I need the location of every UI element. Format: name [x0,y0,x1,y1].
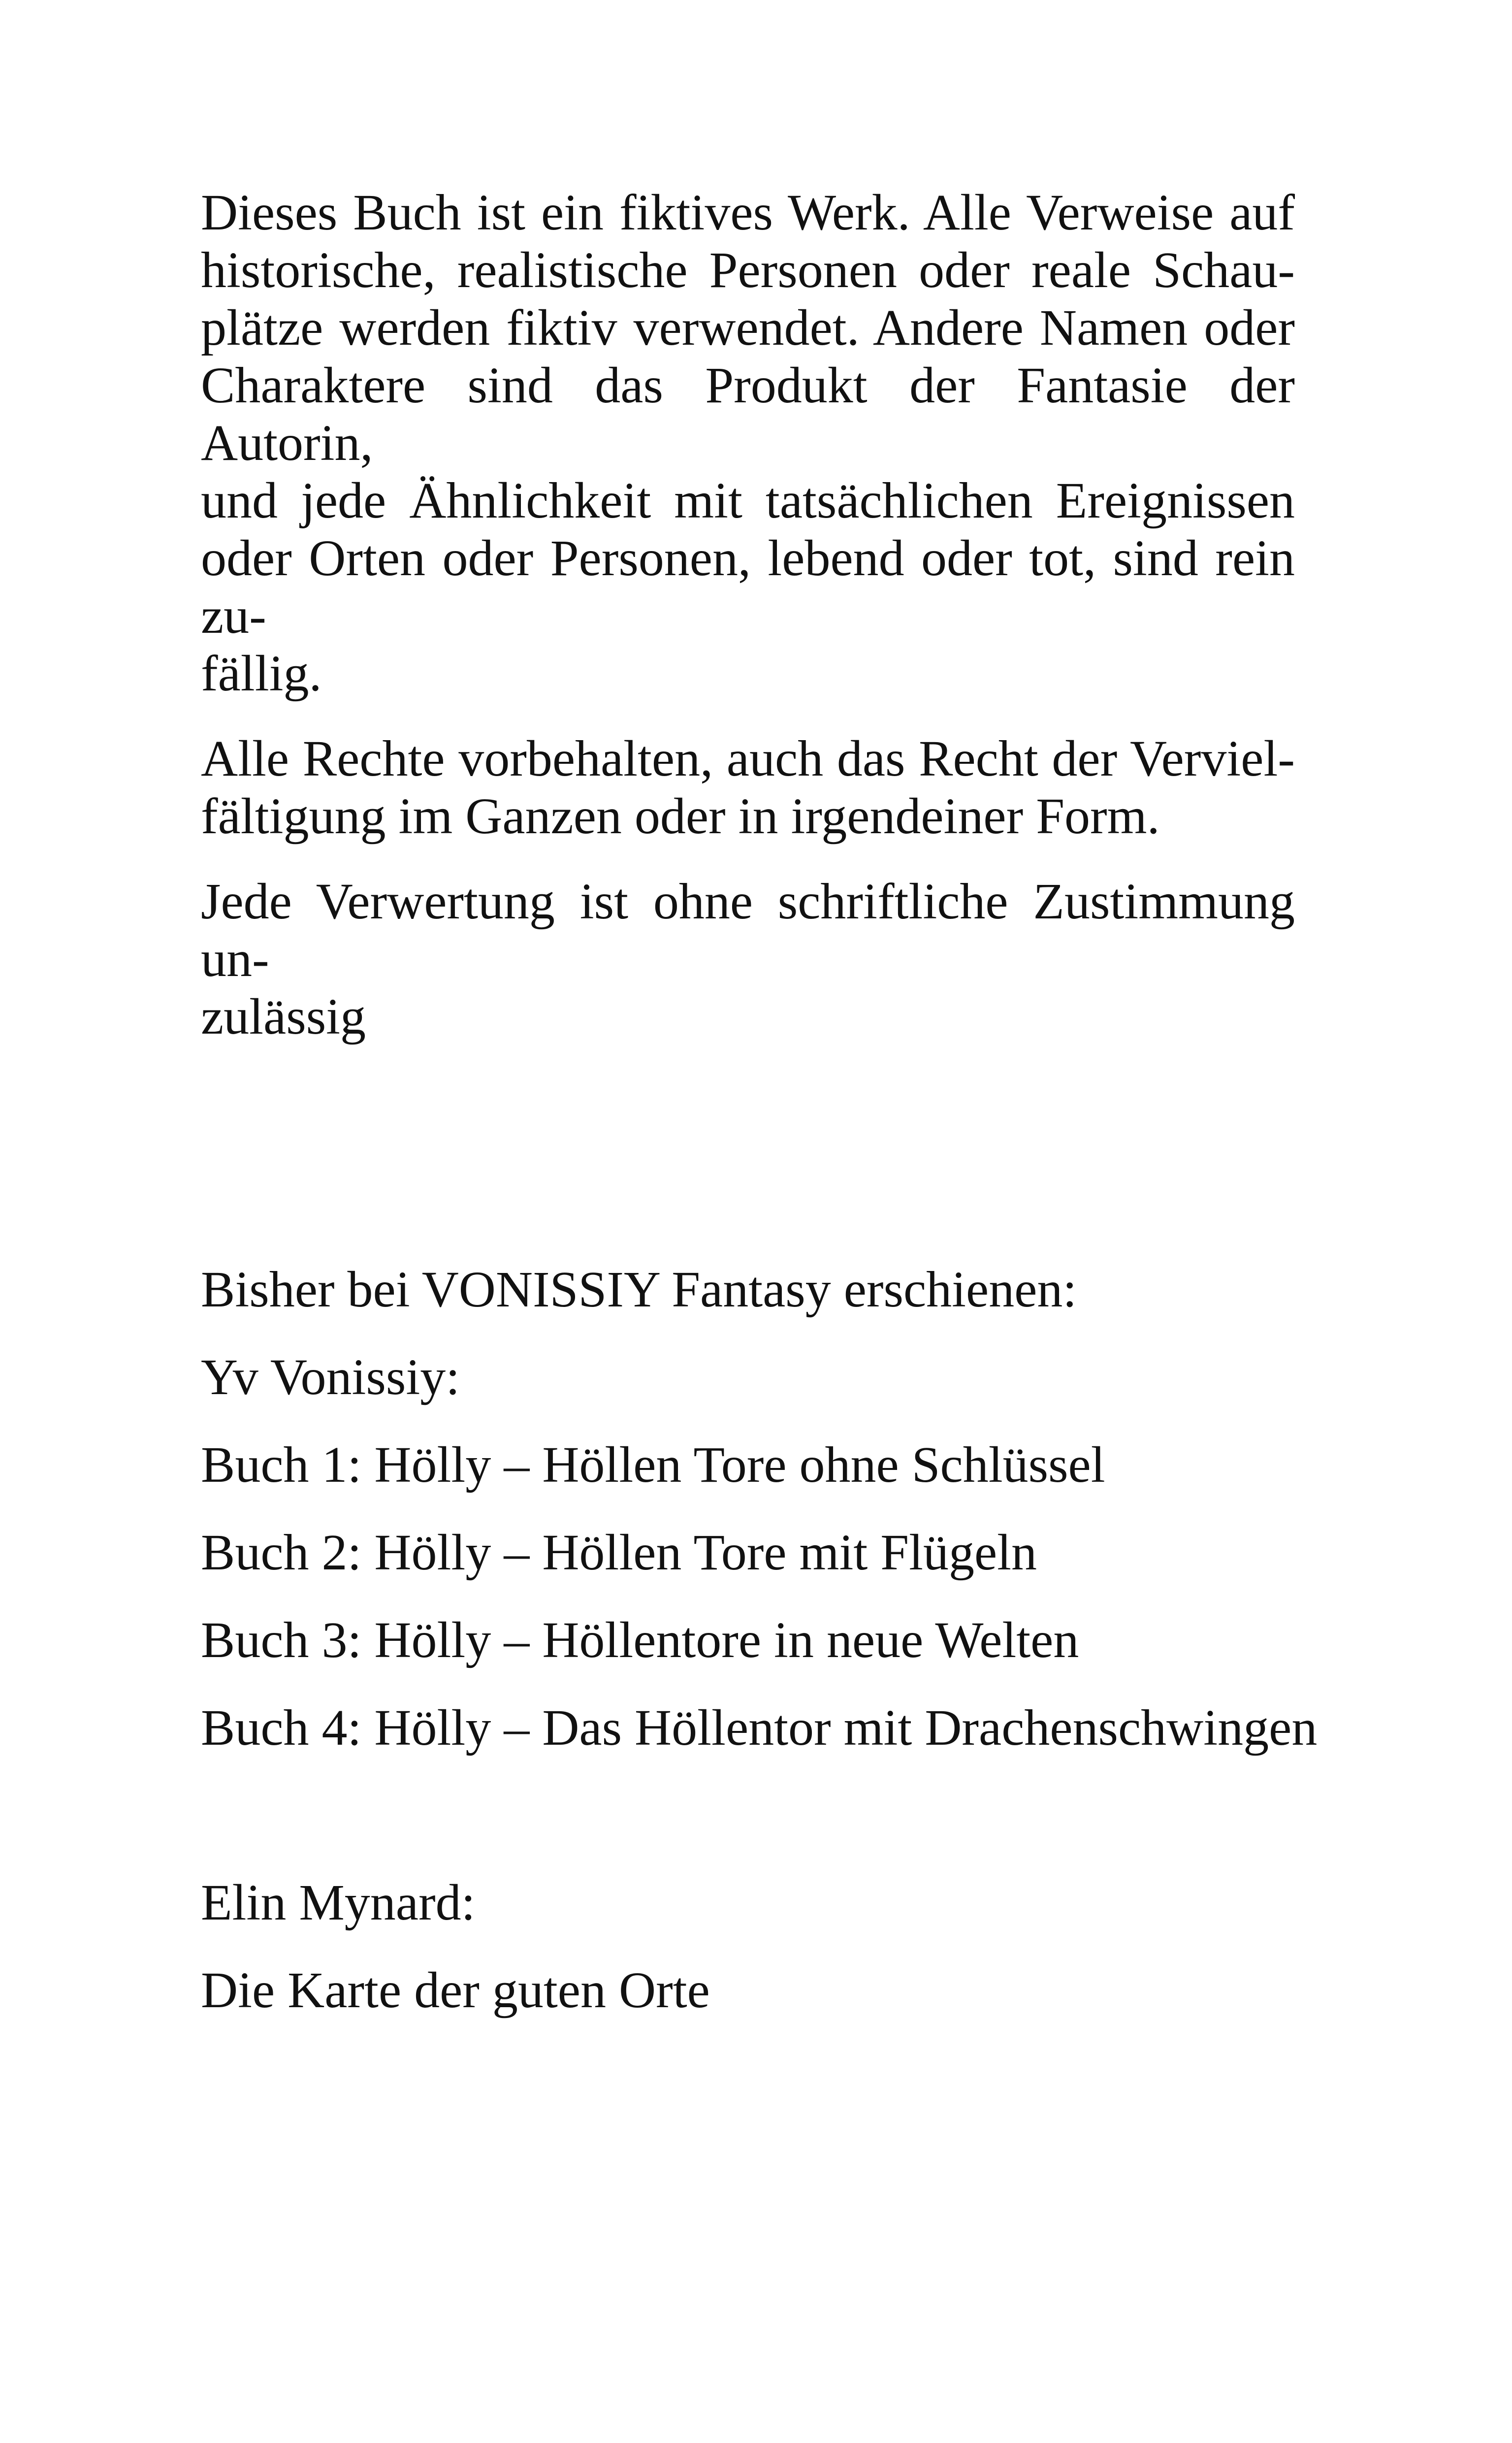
disclaimer-paragraph [201,184,1295,702]
book-title: Buch 3: Hölly – Höllentore in neue Welten [201,1612,1079,1668]
book-title: Die Karte der guten Orte [201,1962,710,2019]
book-title: Buch 4: Hölly – Das Höllentor mit Drachenschwingen [201,1699,1318,1756]
text-line: Charaktere sind das Produkt der Fantasie der Autorin, [201,357,1295,471]
text-line: und jede Ähnlichkeit mit tatsächlichen Ereignissen [201,472,1295,529]
rights-paragraph [201,730,1295,845]
usage-paragraph [201,873,1295,1045]
text-line: Dieses Buch ist ein fiktives Werk. Alle Verweise auf [201,184,1295,241]
text-line: zulässig [201,988,366,1045]
text-line: Alle Rechte vorbehalten, auch das Recht der Verviel- [201,730,1295,787]
text-line: plätze werden fiktiv verwendet. Andere Namen oder [201,299,1295,356]
text-line: fällig. [201,645,322,702]
author-name: Yv Vonissiy: [201,1349,460,1405]
author-name: Elin Mynard: [201,1874,476,1931]
text-line: fältigung im Ganzen oder in irgendeiner Form. [201,788,1160,845]
copyright-notice [201,184,1295,1045]
publications-list [201,1261,1318,2049]
publications-heading: Bisher bei VONISSIY Fantasy erschienen: [201,1261,1077,1318]
text-line: oder Orten oder Personen, lebend oder tot, sind rein zu- [201,530,1295,644]
text-line: Jede Verwertung ist ohne schriftliche Zustimmung un- [201,873,1295,987]
book-title: Buch 1: Hölly – Höllen Tore ohne Schlüssel [201,1436,1105,1493]
book-title: Buch 2: Hölly – Höllen Tore mit Flügeln [201,1524,1037,1581]
text-line: historische, realistische Personen oder reale Schau- [201,242,1295,298]
